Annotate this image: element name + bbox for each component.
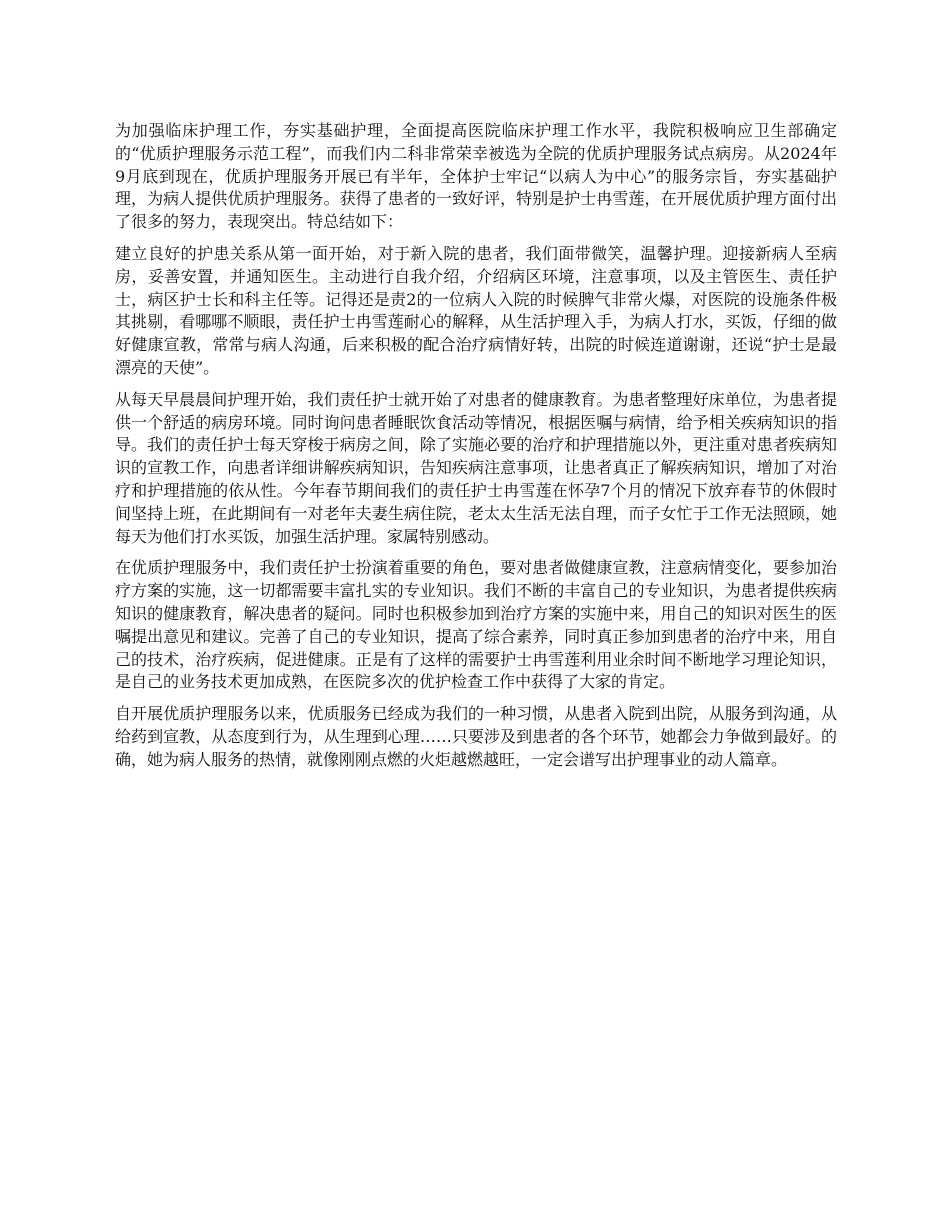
paragraph-health-education: 从每天早晨晨间护理开始，我们责任护士就开始了对患者的健康教育。为患者整理好床单位，为患者提供一个舒适的病房环境。同时询问患者睡眠饮食活动等情况，根据医嘱与病情，给予相关疾病知识的指导。我们的责任护士每天穿梭于病房之间，除了实施必要的治疗和护理措施以外，更注重对患者疾病知识的宣教工作，向患者详细讲解疾病知识，告知疾病注意事项，让患者真正了解疾病知识，增加了对治疗和护理措施的依从性。今年春节期间我们的责任护士冉雪莲在怀孕7个月的情况下放弃春节的休假时间坚持上班，在此期间有一对老年夫妻生病住院，老太太生活无法自理，而子女忙于工作无法照顾，她每天为他们打水买饭，加强生活护理。家属特别感动。	[115, 389, 837, 546]
paragraph-professional-knowledge: 在优质护理服务中，我们责任护士扮演着重要的角色，要对患者做健康宣教，注意病情变化，要参加治疗方案的实施，这一切都需要丰富扎实的专业知识。我们不断的丰富自己的专业知识，为患者提供疾病知识的健康教育，解决患者的疑问。同时也积极参加到治疗方案的实施中来，用自己的知识对医生的医嘱提出意见和建议。完善了自己的专业知识，提高了综合素养，同时真正参加到患者的治疗中来，用自己的技术，治疗疾病，促进健康。正是有了这样的需要护士冉雪莲利用业余时间不断地学习理论知识，是自己的业务技术更加成熟，在医院多次的优护检查工作中获得了大家的肯定。	[115, 558, 837, 692]
paragraph-nurse-patient-relationship: 建立良好的护患关系从第一面开始，对于新入院的患者，我们面带微笑，温馨护理。迎接新病人至病房，妥善安置，并通知医生。主动进行自我介绍，介绍病区环境，注意事项，以及主管医生、责任护士，病区护士长和科主任等。记得还是责2的一位病人入院的时候脾气非常火爆，对医院的设施条件极其挑剔，看哪哪不顺眼，责任护士冉雪莲耐心的解释，从生活护理入手，为病人打水，买饭，仔细的做好健康宣教，常常与病人沟通，后来积极的配合治疗病情好转，出院的时候连道谢谢，还说“护士是最漂亮的天使”。	[115, 243, 837, 377]
paragraph-intro: 为加强临床护理工作，夯实基础护理，全面提高医院临床护理工作水平，我院积极响应卫生部确定的“优质护理服务示范工程”，而我们内二科非常荣幸被选为全院的优质护理服务试点病房。从2024年9月底到现在，优质护理服务开展已有半年，全体护士牢记“以病人为中心”的服务宗旨，夯实基础护理，为病人提供优质护理服务。获得了患者的一致好评，特别是护士冉雪莲，在开展优质护理方面付出了很多的努力，表现突出。特总结如下：	[115, 121, 837, 232]
document-body	[115, 120, 837, 781]
paragraph-conclusion: 自开展优质护理服务以来，优质服务已经成为我们的一种习惯，从患者入院到出院，从服务到沟通，从给药到宣教，从态度到行为，从生理到心理……只要涉及到患者的各个环节，她都会力争做到最好。的确，她为病人服务的热情，就像刚刚点燃的火炬越燃越旺，一定会谱写出护理事业的动人篇章。	[115, 704, 837, 769]
